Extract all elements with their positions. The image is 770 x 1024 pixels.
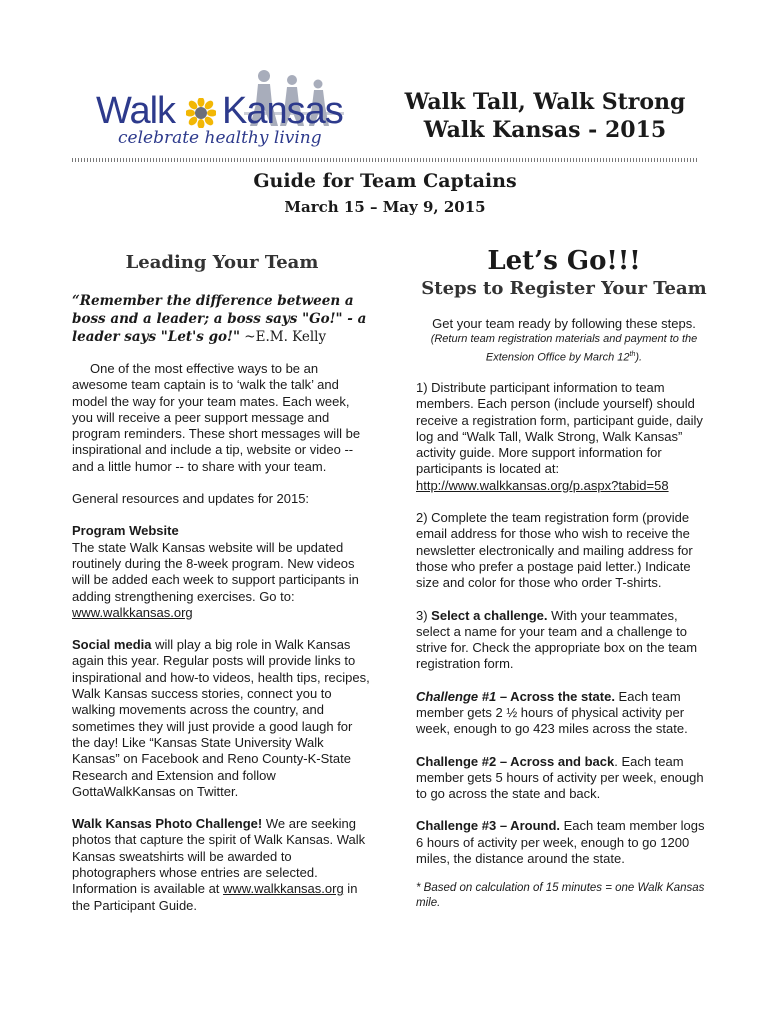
quote-text: “Remember the difference between a boss and a leader; a boss says "Go!" - a leader says "Let's go!" <box>72 293 367 345</box>
challenge-2-title: – Across and back <box>496 753 615 769</box>
challenge-3-text: Each team member logs 6 hours of activity per week, enough to go 1200 miles, the distance around the state. <box>416 818 705 867</box>
left-column <box>72 361 372 914</box>
walkkansas-link[interactable]: www.walkkansas.org <box>72 604 193 620</box>
return-note <box>416 332 712 366</box>
step-3 <box>416 608 712 673</box>
logo-walk-text: Walk <box>96 90 176 132</box>
right-column <box>416 316 712 911</box>
challenge-3 <box>416 818 712 867</box>
step-1 <box>416 380 712 494</box>
step-1-text: 1) Distribute participant information to team members. Each person (include yourself) should receive a registration form, participant guide, daily log and “Walk Tall, Walk Strong, Walk Kansas” activity guide. More support information for participants is located at: <box>416 379 703 477</box>
intro-paragraph: One of the most effective ways to be an awesome team captain is to ‘walk the talk’ and model the way for your team mates. Each week, you will receive a peer support message and program reminders. These short messages will be inspirational and include a tip, website or video -- and a little humor -- to share with your team. <box>72 361 361 474</box>
step-2: 2) Complete the team registration form (provide email address for those who wish to receive the newsletter electronically and mailing address for those who prefer a postage paid letter.) Indicate size and color for those who order T-shirts. <box>416 510 693 591</box>
photo-challenge-title: Walk Kansas Photo Challenge! <box>72 816 263 832</box>
program-website-text <box>72 540 372 621</box>
participant-info-link[interactable]: http://www.walkkansas.org/p.aspx?tabid=58 <box>416 477 669 493</box>
step-3-number: 3) <box>416 607 432 623</box>
logo-tagline: celebrate healthy living <box>118 128 322 148</box>
challenge-2-label: Challenge #2 <box>416 753 497 769</box>
challenge-1-text: Each team member gets 2 ½ hours of physical activity per week, enough to go 423 miles across the state. <box>416 688 688 737</box>
challenge-2 <box>416 754 712 803</box>
footnote: * Based on calculation of 15 minutes = one Walk Kansas mile. <box>416 882 705 910</box>
return-note-end: ). <box>635 351 643 364</box>
program-website-title: Program Website <box>72 523 179 539</box>
sunflower-icon <box>186 98 216 128</box>
kelly-quote <box>72 292 372 346</box>
lets-go-heading: Let’s Go!!! <box>487 246 641 276</box>
challenge-3-title: – Around. <box>496 818 560 834</box>
program-text: The state Walk Kansas website will be updated routinely during the 8-week program. New videos will be added each week to support participants in adding strengthening exercises. <box>72 539 359 604</box>
header-title-line1: Walk Tall, Walk Strong <box>404 89 686 115</box>
steps-heading: Steps to Register Your Team <box>421 278 707 299</box>
resources-line: General resources and updates for 2015: <box>72 491 310 507</box>
dotted-divider <box>72 158 698 162</box>
challenge-1-label: Challenge #1 <box>416 688 497 704</box>
photo-challenge-tail: in the Participant Guide. <box>72 881 358 913</box>
photo-challenge-paragraph <box>72 816 372 914</box>
challenge-1-title: – Across the state. <box>496 688 615 704</box>
walk-kansas-logo <box>94 68 344 152</box>
leading-your-team-heading: Leading Your Team <box>125 252 319 273</box>
challenge-2-text: . Each team member gets 5 hours of activity per week, enough to go across the state and back. <box>416 753 704 802</box>
step-3-title: Select a challenge. <box>431 607 548 623</box>
guide-dates: March 15 – May 9, 2015 <box>284 198 486 216</box>
quote-author: ~E.M. Kelly <box>240 329 327 345</box>
challenge-3-label: Challenge #3 <box>416 818 497 834</box>
return-note-text: (Return team registration materials and payment to the Extension Office by March 12 <box>430 333 698 364</box>
social-media-text: will play a big role in Walk Kansas again this year. Regular posts will provide links to inspirational and how-to videos, health tips, recipes, Walk Kansas success stories, connect you to walking movements across the country, and sometimes they will just provide a good laugh for the day! Like “Kansas State University Walk Kansas” on Facebook and Reno County-K-State Research and Extension and follow GottaWalkKansas on Twitter. <box>72 637 370 799</box>
photo-walkkansas-link[interactable]: www.walkkansas.org <box>223 881 344 897</box>
header-title-line2: Walk Kansas - 2015 <box>423 117 667 143</box>
photo-challenge-text: We are seeking photos that capture the spirit of Walk Kansas. Walk Kansas sweatshirts will be awarded to photographers whose entries are selected. Information is available at <box>72 816 366 897</box>
social-media-title: Social media <box>72 637 152 653</box>
logo-kansas-text: Kansas <box>222 90 343 132</box>
challenge-1 <box>416 689 712 738</box>
step-3-text: With your teammates, select a name for your team and a challenge to strive for. Check the appropriate box on the team registration form. <box>416 607 698 672</box>
return-note-sup: th <box>629 351 636 359</box>
social-media-paragraph <box>72 637 372 800</box>
steps-intro: Get your team ready by following these steps. <box>432 316 696 331</box>
guide-title: Guide for Team Captains <box>253 170 517 192</box>
program-goto: Go to: <box>259 588 295 604</box>
